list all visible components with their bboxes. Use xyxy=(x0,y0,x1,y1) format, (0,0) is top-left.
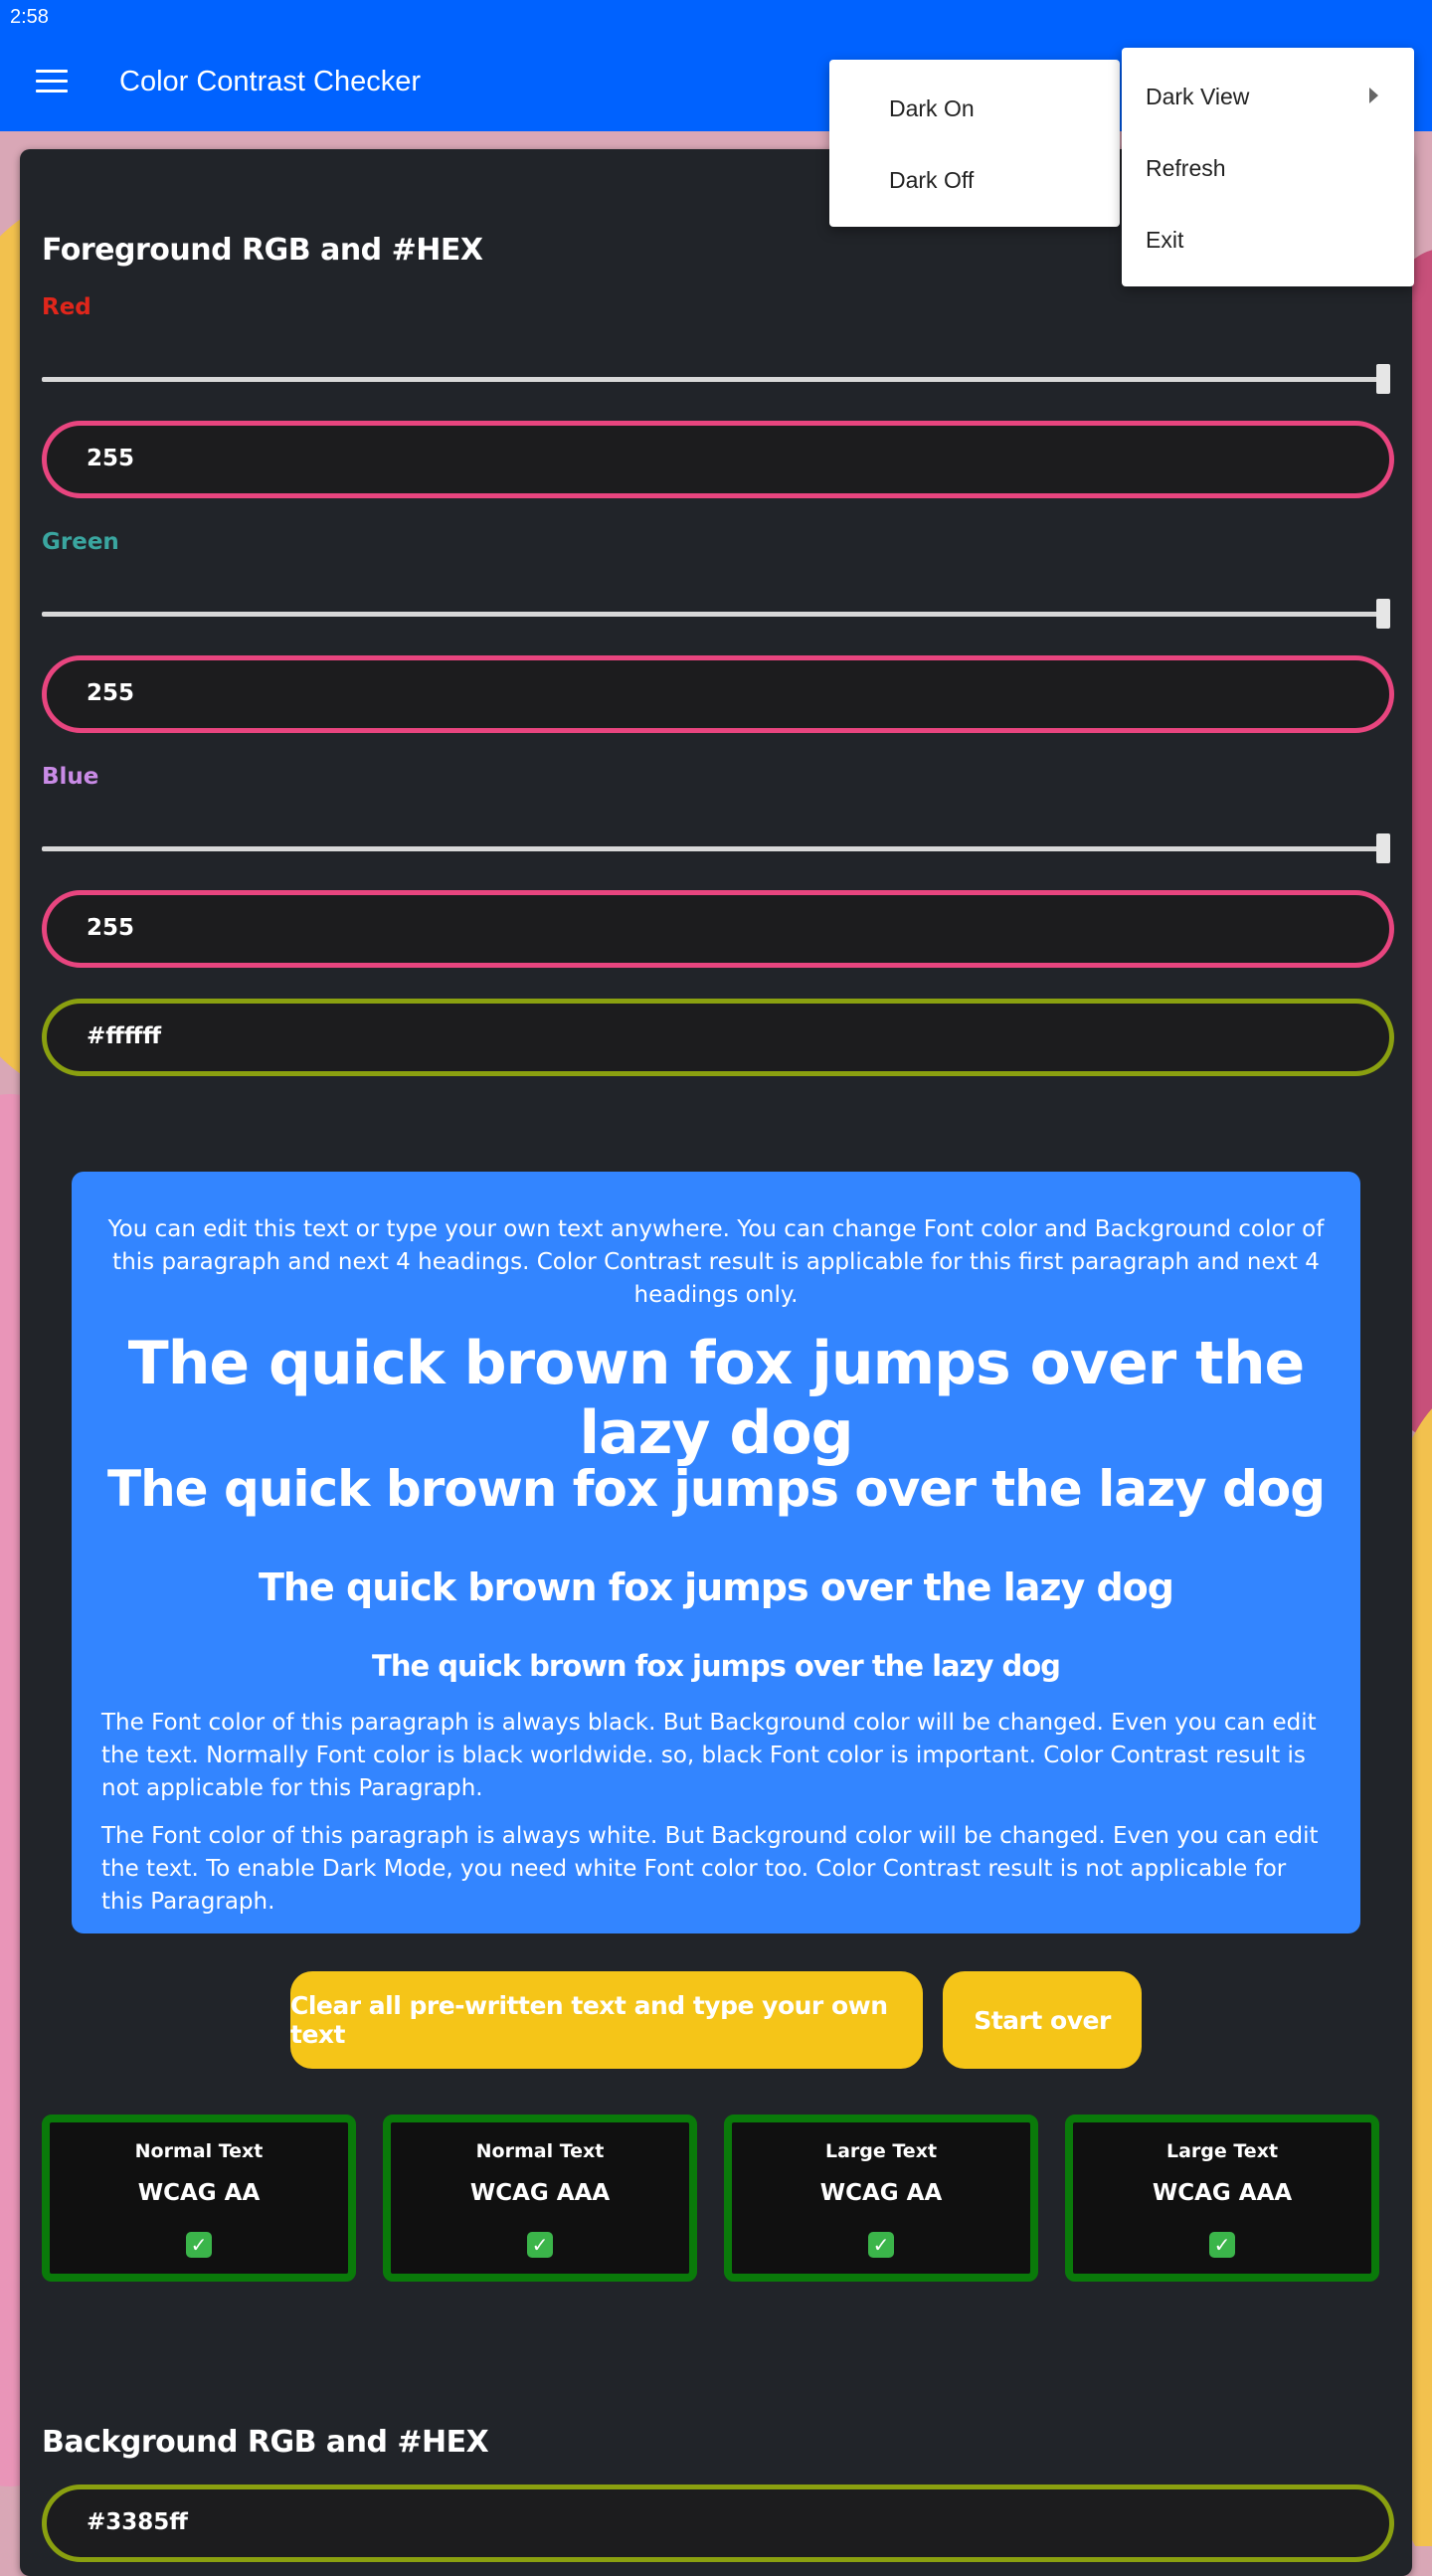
hamburger-icon[interactable] xyxy=(36,70,68,93)
clear-text-button[interactable]: Clear all pre-written text and type your own text xyxy=(290,1971,923,2069)
result-type: Normal Text xyxy=(475,2140,605,2162)
preview-panel xyxy=(72,1172,1360,1933)
check-icon: ✓ xyxy=(527,2232,553,2258)
start-over-button[interactable]: Start over xyxy=(943,1971,1142,2069)
result-level: WCAG AAA xyxy=(1152,2180,1293,2206)
slider-thumb[interactable] xyxy=(1376,599,1390,629)
check-icon: ✓ xyxy=(1209,2232,1235,2258)
result-large-aaa xyxy=(1065,2115,1379,2282)
preview-heading-2[interactable]: The quick brown fox jumps over the lazy dog xyxy=(106,1460,1326,1518)
result-level: WCAG AAA xyxy=(469,2180,611,2206)
submenu-arrow-icon xyxy=(1369,88,1378,103)
preview-intro-paragraph[interactable]: You can edit this text or type your own text anywhere. You can change Font color and Background color of this paragraph and next 4 headings. Color Contrast result is applicable for this first paragraph and next 4 headings only. xyxy=(107,1216,1325,1308)
background-hex-field[interactable] xyxy=(42,2484,1394,2562)
red-label: Red xyxy=(42,294,91,320)
preview-white-paragraph[interactable]: The Font color of this paragraph is always white. But Background color will be changed. Even you can edit the text. To enable Dark Mode, you need white Font color too. Color Contrast result is not applicable for this Paragraph. xyxy=(101,1823,1319,1915)
menu-item-refresh[interactable]: Refresh xyxy=(1146,155,1226,181)
background-section-title: Background RGB and #HEX xyxy=(42,2425,489,2460)
preview-black-paragraph[interactable]: The Font color of this paragraph is always black. But Background color will be changed. Even you can edit the text. Normally Font color is black worldwide. so, black Font color is important. Color Contrast result is not applicable for this Paragraph. xyxy=(101,1710,1317,1801)
slider-thumb[interactable] xyxy=(1376,833,1390,863)
red-slider[interactable] xyxy=(42,364,1390,394)
preview-heading-1[interactable]: The quick brown fox jumps over the lazy dog xyxy=(127,1329,1305,1468)
green-value-field[interactable] xyxy=(42,655,1394,733)
result-type: Large Text xyxy=(1165,2140,1279,2162)
red-value: 255 xyxy=(87,446,135,471)
blue-value-field[interactable] xyxy=(42,890,1394,968)
result-normal-aa xyxy=(42,2115,356,2282)
slider-track xyxy=(42,612,1390,617)
result-level: WCAG AA xyxy=(137,2180,261,2206)
green-label: Green xyxy=(42,529,119,555)
foreground-hex-value: #ffffff xyxy=(87,1023,162,1049)
menu-item-dark-off[interactable]: Dark Off xyxy=(889,167,975,193)
blue-slider[interactable] xyxy=(42,833,1390,863)
foreground-hex-field[interactable] xyxy=(42,999,1394,1076)
green-value: 255 xyxy=(87,680,135,706)
preview-heading-3[interactable]: The quick brown fox jumps over the lazy dog xyxy=(259,1565,1173,1609)
red-value-field[interactable] xyxy=(42,421,1394,498)
green-slider[interactable] xyxy=(42,599,1390,629)
result-large-aa xyxy=(724,2115,1038,2282)
status-time: 2:58 xyxy=(10,6,49,28)
slider-track xyxy=(42,846,1390,851)
slider-track xyxy=(42,377,1390,382)
result-type: Large Text xyxy=(824,2140,938,2162)
check-icon: ✓ xyxy=(186,2232,212,2258)
overflow-menu xyxy=(1122,48,1414,286)
blue-value: 255 xyxy=(87,915,135,941)
status-bar xyxy=(0,0,1432,40)
preview-heading-4[interactable]: The quick brown fox jumps over the lazy dog xyxy=(372,1649,1060,1683)
dark-view-submenu xyxy=(829,60,1120,227)
background-hex-value: #3385ff xyxy=(87,2509,188,2535)
slider-thumb[interactable] xyxy=(1376,364,1390,394)
menu-item-exit[interactable]: Exit xyxy=(1146,227,1184,253)
blue-label: Blue xyxy=(42,764,99,790)
result-level: WCAG AA xyxy=(819,2180,943,2206)
result-normal-aaa xyxy=(383,2115,697,2282)
foreground-section-title: Foreground RGB and #HEX xyxy=(42,233,483,268)
menu-item-dark-on[interactable]: Dark On xyxy=(889,95,975,121)
app-title: Color Contrast Checker xyxy=(119,66,421,97)
check-icon: ✓ xyxy=(868,2232,894,2258)
menu-item-dark-view[interactable]: Dark View xyxy=(1146,84,1250,109)
result-type: Normal Text xyxy=(134,2140,264,2162)
